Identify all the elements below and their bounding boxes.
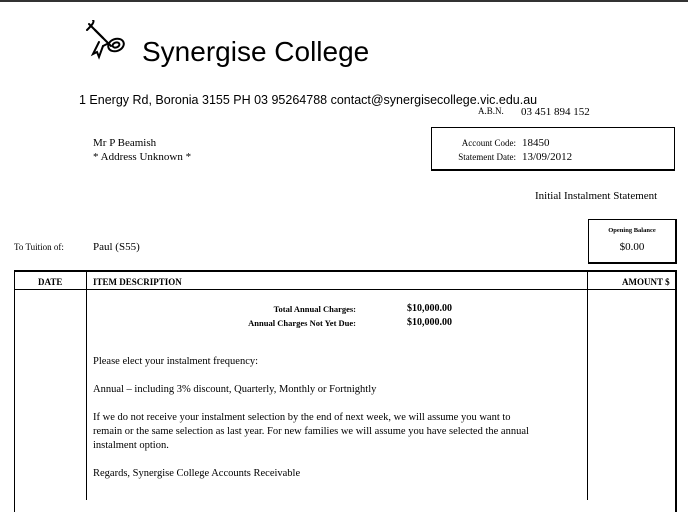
total-annual-charges-value: $10,000.00 (407, 303, 452, 314)
message-instalment-prompt: Please elect your instalment frequency: (93, 356, 259, 367)
table-column-divider (587, 270, 588, 500)
charges-not-yet-due-value: $10,000.00 (407, 317, 452, 328)
college-address: 1 Energy Rd, Boronia 3155 PH 03 95264788 contact@synergisecollege.vic.edu.au (79, 93, 538, 107)
column-header-amount: AMOUNT $ (622, 277, 670, 287)
table-header-divider (14, 289, 676, 290)
statement-date-value: 13/09/2012 (522, 151, 573, 163)
table-column-divider (86, 270, 87, 500)
diploma-scroll-icon (85, 20, 131, 60)
opening-balance-label: Opening Balance (608, 227, 656, 234)
column-header-date: DATE (38, 277, 63, 287)
college-name: Synergise College (142, 36, 370, 67)
opening-balance-value: $0.00 (619, 241, 645, 253)
account-code-row (432, 137, 550, 149)
opening-balance-box (588, 219, 677, 264)
tuition-label: To Tuition of: (14, 242, 64, 252)
statement-type: Initial Instalment Statement (535, 190, 658, 202)
top-border (0, 0, 688, 2)
charges-not-yet-due-label: Annual Charges Not Yet Due: (248, 318, 356, 328)
recipient-name: Mr P Beamish (93, 137, 157, 149)
account-code-label: Account Code: (461, 138, 516, 148)
statement-date-label: Statement Date: (458, 152, 516, 162)
abn-label: A.B.N. (478, 106, 504, 116)
statement-date-row (432, 151, 572, 163)
total-annual-charges-label: Total Annual Charges: (273, 304, 356, 314)
message-instalment-options: Annual – including 3% discount, Quarterly, Monthly or Fortnightly (93, 384, 377, 395)
column-header-description: ITEM DESCRIPTION (93, 277, 182, 287)
message-signoff: Regards, Synergise College Accounts Receivable (93, 468, 301, 479)
recipient-address: * Address Unknown * (93, 151, 192, 163)
abn-value: 03 451 894 152 (521, 106, 590, 118)
message-default-notice: If we do not receive your instalment selection by the end of next week, we will assume you want to remain or the same selection as last year. For new families we will assume you have selected the annual instalment option. (93, 412, 529, 451)
account-info-box (431, 127, 675, 171)
recipient-block (93, 136, 191, 164)
tuition-student: Paul (S55) (93, 241, 140, 253)
account-code-value: 18450 (522, 137, 550, 149)
